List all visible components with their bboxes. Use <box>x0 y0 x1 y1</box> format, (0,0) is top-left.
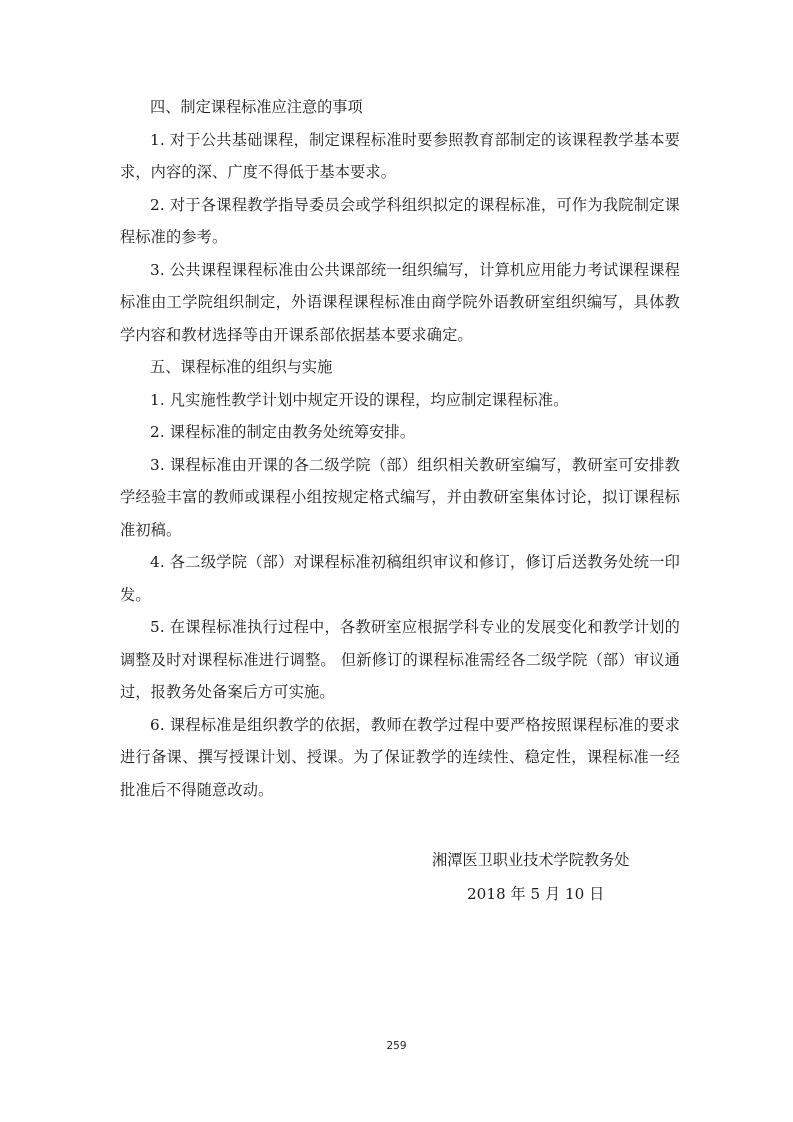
section-5-item-6: 6. 课程标准是组织教学的依据，教师在教学过程中要严格按照课程标准的要求进行备课、撰写授课计划、授课。为了保证教学的连续性、稳定性，课程标准一经批准后不得随意改动。 <box>120 715 680 799</box>
section-5-item-1: 1. 凡实施性教学计划中规定开设的课程，均应制定课程标准。 <box>150 390 569 409</box>
section-4-item-1: 1. 对于公共基础课程，制定课程标准时要参照教育部制定的该课程教学基本要求，内容的深、广度不得低于基本要求。 <box>120 130 680 181</box>
section-5-item-4: 4. 各二级学院（部）对课程标准初稿组织审议和修订，修订后送教务处统一印发。 <box>120 553 680 604</box>
signature-organization: 湘潭医卫职业技术学院教务处 <box>432 851 630 869</box>
page-number: 259 <box>386 1040 407 1052</box>
section-heading-5: 五、课程标准的组织与实施 <box>150 358 333 376</box>
section-5-item-2: 2. 课程标准的制定由教务处统筹安排。 <box>150 423 416 441</box>
section-4-item-3: 3. 公共课程课程标准由公共课部统一组织编写，计算机应用能力考试课程课程标准由工学院组织制定，外语课程课程标准由商学院外语教研室组织编写，具体教学内容和教材选择等由开课系部依据基本要求确定。 <box>120 260 680 344</box>
signature-block <box>420 843 680 911</box>
document-body <box>120 91 680 806</box>
section-5-item-5: 5. 在课程标准执行过程中，各教研室应根据学科专业的发展变化和教学计划的调整及时对课程标准进行调整。 但新修订的课程标准需经各二级学院（部）审议通过，报教务处备案后方可实施。 <box>120 618 680 701</box>
section-5-item-3: 3. 课程标准由开课的各二级学院（部）组织相关教研室编写，教研室可安排教学经验丰富的教师或课程小组按规定格式编写，并由教研室集体讨论，拟订课程标准初稿。 <box>120 455 680 539</box>
signature-date: 2018 年 5 月 10 日 <box>467 885 605 903</box>
section-4-item-2: 2. 对于各课程教学指导委员会或学科组织拟定的课程标准，可作为我院制定课程标准的参考。 <box>120 195 680 246</box>
section-heading-4: 四、制定课程标准应注意的事项 <box>150 98 363 116</box>
